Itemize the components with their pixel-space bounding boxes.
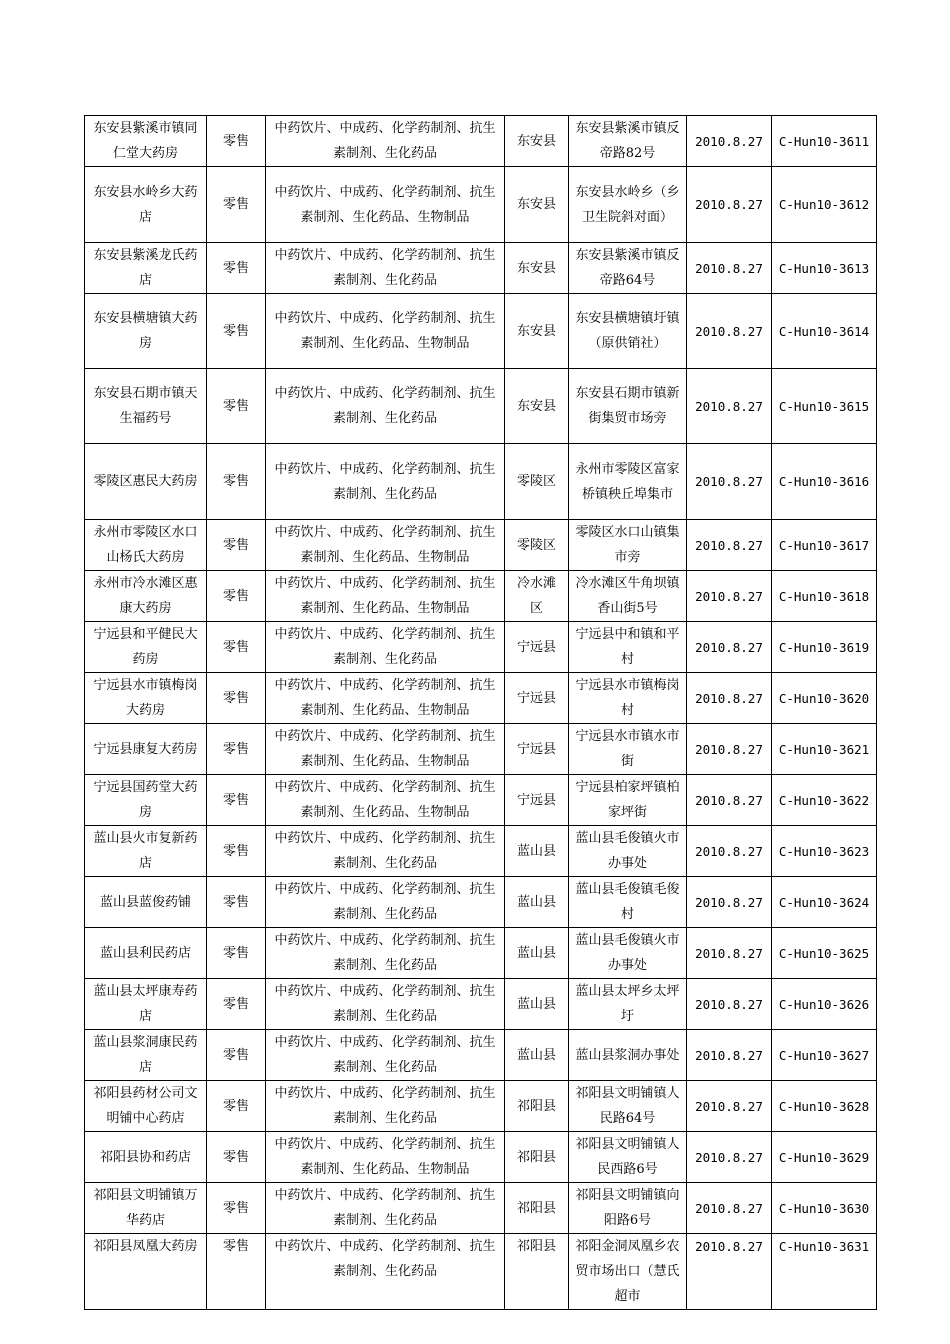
business-type: 零售 <box>207 369 266 444</box>
region: 东安县 <box>505 243 569 294</box>
business-scope: 中药饮片、中成药、化学药制剂、抗生素制剂、生化药品 <box>266 243 505 294</box>
business-scope: 中药饮片、中成药、化学药制剂、抗生素制剂、生化药品、生物制品 <box>266 1132 505 1183</box>
pharmacy-name: 蓝山县火市复新药店 <box>85 826 207 877</box>
address: 祁阳金洞凤凰乡农贸市场出口（慧氏超市 <box>569 1234 687 1310</box>
certificate-code: C-Hun10-3611 <box>772 116 877 167</box>
address: 东安县横塘镇圩镇（原供销社） <box>569 294 687 369</box>
business-type: 零售 <box>207 1132 266 1183</box>
address: 宁远县水市镇梅岗村 <box>569 673 687 724</box>
business-scope: 中药饮片、中成药、化学药制剂、抗生素制剂、生化药品、生物制品 <box>266 571 505 622</box>
address: 蓝山县毛俊镇火市办事处 <box>569 826 687 877</box>
business-type: 零售 <box>207 571 266 622</box>
certificate-code: C-Hun10-3619 <box>772 622 877 673</box>
certificate-code: C-Hun10-3622 <box>772 775 877 826</box>
issue-date: 2010.8.27 <box>687 116 772 167</box>
region: 东安县 <box>505 294 569 369</box>
table-row <box>85 979 877 1030</box>
business-type: 零售 <box>207 979 266 1030</box>
certificate-code: C-Hun10-3625 <box>772 928 877 979</box>
certificate-code: C-Hun10-3620 <box>772 673 877 724</box>
pharmacy-name: 蓝山县浆洞康民药店 <box>85 1030 207 1081</box>
business-type: 零售 <box>207 1030 266 1081</box>
certificate-code: C-Hun10-3616 <box>772 444 877 520</box>
region: 祁阳县 <box>505 1183 569 1234</box>
business-scope: 中药饮片、中成药、化学药制剂、抗生素制剂、生化药品、生物制品 <box>266 294 505 369</box>
certificate-code: C-Hun10-3631 <box>772 1234 877 1310</box>
business-scope: 中药饮片、中成药、化学药制剂、抗生素制剂、生化药品 <box>266 1234 505 1310</box>
region: 蓝山县 <box>505 826 569 877</box>
business-type: 零售 <box>207 1183 266 1234</box>
table-row <box>85 1132 877 1183</box>
pharmacy-name: 东安县紫溪市镇同仁堂大药房 <box>85 116 207 167</box>
pharmacy-name: 祁阳县凤凰大药房 <box>85 1234 207 1310</box>
issue-date: 2010.8.27 <box>687 877 772 928</box>
certificate-code: C-Hun10-3615 <box>772 369 877 444</box>
pharmacy-name: 祁阳县文明铺镇万华药店 <box>85 1183 207 1234</box>
pharmacy-name: 蓝山县利民药店 <box>85 928 207 979</box>
issue-date: 2010.8.27 <box>687 1132 772 1183</box>
address: 蓝山县浆洞办事处 <box>569 1030 687 1081</box>
address: 东安县水岭乡（乡卫生院斜对面） <box>569 167 687 243</box>
region: 祁阳县 <box>505 1234 569 1310</box>
business-type: 零售 <box>207 1234 266 1310</box>
table-row <box>85 571 877 622</box>
table-row <box>85 444 877 520</box>
business-scope: 中药饮片、中成药、化学药制剂、抗生素制剂、生化药品、生物制品 <box>266 724 505 775</box>
issue-date: 2010.8.27 <box>687 928 772 979</box>
business-scope: 中药饮片、中成药、化学药制剂、抗生素制剂、生化药品、生物制品 <box>266 520 505 571</box>
table-row <box>85 622 877 673</box>
address: 宁远县水市镇水市街 <box>569 724 687 775</box>
certificate-code: C-Hun10-3630 <box>772 1183 877 1234</box>
issue-date: 2010.8.27 <box>687 243 772 294</box>
table-row <box>85 724 877 775</box>
business-scope: 中药饮片、中成药、化学药制剂、抗生素制剂、生化药品 <box>266 1183 505 1234</box>
address: 东安县紫溪市镇反帝路82号 <box>569 116 687 167</box>
region: 祁阳县 <box>505 1081 569 1132</box>
pharmacy-name: 东安县横塘镇大药房 <box>85 294 207 369</box>
business-scope: 中药饮片、中成药、化学药制剂、抗生素制剂、生化药品、生物制品 <box>266 673 505 724</box>
certificate-code: C-Hun10-3629 <box>772 1132 877 1183</box>
table-row <box>85 520 877 571</box>
issue-date: 2010.8.27 <box>687 826 772 877</box>
pharmacy-name: 祁阳县协和药店 <box>85 1132 207 1183</box>
issue-date: 2010.8.27 <box>687 167 772 243</box>
region: 蓝山县 <box>505 1030 569 1081</box>
business-scope: 中药饮片、中成药、化学药制剂、抗生素制剂、生化药品 <box>266 116 505 167</box>
business-scope: 中药饮片、中成药、化学药制剂、抗生素制剂、生化药品 <box>266 826 505 877</box>
certificate-code: C-Hun10-3627 <box>772 1030 877 1081</box>
region: 祁阳县 <box>505 1132 569 1183</box>
pharmacy-name: 祁阳县药材公司文明铺中心药店 <box>85 1081 207 1132</box>
business-type: 零售 <box>207 673 266 724</box>
pharmacy-name: 宁远县和平健民大药房 <box>85 622 207 673</box>
table-row <box>85 928 877 979</box>
address: 蓝山县毛俊镇火市办事处 <box>569 928 687 979</box>
business-type: 零售 <box>207 116 266 167</box>
table-row <box>85 294 877 369</box>
issue-date: 2010.8.27 <box>687 1081 772 1132</box>
address: 蓝山县太坪乡太坪圩 <box>569 979 687 1030</box>
table-body <box>85 116 877 1310</box>
issue-date: 2010.8.27 <box>687 622 772 673</box>
pharmacy-name: 零陵区惠民大药房 <box>85 444 207 520</box>
business-type: 零售 <box>207 167 266 243</box>
issue-date: 2010.8.27 <box>687 673 772 724</box>
address: 东安县石期市镇新街集贸市场旁 <box>569 369 687 444</box>
address: 祁阳县文明铺镇人民路64号 <box>569 1081 687 1132</box>
business-scope: 中药饮片、中成药、化学药制剂、抗生素制剂、生化药品 <box>266 979 505 1030</box>
region: 东安县 <box>505 369 569 444</box>
table-row <box>85 826 877 877</box>
pharmacy-name: 永州市零陵区水口山杨氏大药房 <box>85 520 207 571</box>
business-scope: 中药饮片、中成药、化学药制剂、抗生素制剂、生化药品 <box>266 1081 505 1132</box>
address: 蓝山县毛俊镇毛俊村 <box>569 877 687 928</box>
business-type: 零售 <box>207 775 266 826</box>
business-type: 零售 <box>207 294 266 369</box>
region: 东安县 <box>505 167 569 243</box>
certificate-code: C-Hun10-3626 <box>772 979 877 1030</box>
business-scope: 中药饮片、中成药、化学药制剂、抗生素制剂、生化药品、生物制品 <box>266 167 505 243</box>
issue-date: 2010.8.27 <box>687 294 772 369</box>
business-type: 零售 <box>207 243 266 294</box>
business-type: 零售 <box>207 444 266 520</box>
certificate-code: C-Hun10-3621 <box>772 724 877 775</box>
business-scope: 中药饮片、中成药、化学药制剂、抗生素制剂、生化药品 <box>266 369 505 444</box>
region: 宁远县 <box>505 622 569 673</box>
address: 冷水滩区牛角坝镇香山街5号 <box>569 571 687 622</box>
address: 祁阳县文明铺镇人民西路6号 <box>569 1132 687 1183</box>
business-scope: 中药饮片、中成药、化学药制剂、抗生素制剂、生化药品 <box>266 877 505 928</box>
certificate-code: C-Hun10-3623 <box>772 826 877 877</box>
region: 宁远县 <box>505 775 569 826</box>
address: 祁阳县文明铺镇向阳路6号 <box>569 1183 687 1234</box>
pharmacy-license-table-wrapper <box>84 115 876 1310</box>
address: 宁远县柏家坪镇柏家坪街 <box>569 775 687 826</box>
table-row <box>85 369 877 444</box>
table-row <box>85 243 877 294</box>
business-scope: 中药饮片、中成药、化学药制剂、抗生素制剂、生化药品 <box>266 444 505 520</box>
pharmacy-name: 宁远县国药堂大药房 <box>85 775 207 826</box>
issue-date: 2010.8.27 <box>687 571 772 622</box>
business-type: 零售 <box>207 1081 266 1132</box>
business-type: 零售 <box>207 826 266 877</box>
pharmacy-name: 蓝山县蓝俊药铺 <box>85 877 207 928</box>
region: 东安县 <box>505 116 569 167</box>
issue-date: 2010.8.27 <box>687 775 772 826</box>
region: 蓝山县 <box>505 928 569 979</box>
pharmacy-name: 东安县紫溪龙氏药店 <box>85 243 207 294</box>
business-scope: 中药饮片、中成药、化学药制剂、抗生素制剂、生化药品、生物制品 <box>266 775 505 826</box>
pharmacy-name: 永州市冷水滩区惠康大药房 <box>85 571 207 622</box>
certificate-code: C-Hun10-3612 <box>772 167 877 243</box>
certificate-code: C-Hun10-3624 <box>772 877 877 928</box>
issue-date: 2010.8.27 <box>687 1030 772 1081</box>
certificate-code: C-Hun10-3628 <box>772 1081 877 1132</box>
issue-date: 2010.8.27 <box>687 979 772 1030</box>
issue-date: 2010.8.27 <box>687 1234 772 1310</box>
business-type: 零售 <box>207 520 266 571</box>
table-row <box>85 1234 877 1310</box>
business-scope: 中药饮片、中成药、化学药制剂、抗生素制剂、生化药品 <box>266 1030 505 1081</box>
region: 蓝山县 <box>505 877 569 928</box>
certificate-code: C-Hun10-3617 <box>772 520 877 571</box>
region: 零陵区 <box>505 520 569 571</box>
region: 宁远县 <box>505 724 569 775</box>
region: 蓝山县 <box>505 979 569 1030</box>
pharmacy-name: 东安县石期市镇天生福药号 <box>85 369 207 444</box>
table-row <box>85 775 877 826</box>
certificate-code: C-Hun10-3618 <box>772 571 877 622</box>
address: 东安县紫溪市镇反帝路64号 <box>569 243 687 294</box>
table-row <box>85 1081 877 1132</box>
table-row <box>85 1030 877 1081</box>
address: 永州市零陵区富家桥镇秧丘埠集市 <box>569 444 687 520</box>
business-type: 零售 <box>207 724 266 775</box>
certificate-code: C-Hun10-3614 <box>772 294 877 369</box>
certificate-code: C-Hun10-3613 <box>772 243 877 294</box>
business-scope: 中药饮片、中成药、化学药制剂、抗生素制剂、生化药品 <box>266 928 505 979</box>
pharmacy-name: 宁远县水市镇梅岗大药房 <box>85 673 207 724</box>
table-row <box>85 1183 877 1234</box>
issue-date: 2010.8.27 <box>687 444 772 520</box>
issue-date: 2010.8.27 <box>687 1183 772 1234</box>
table-row <box>85 167 877 243</box>
issue-date: 2010.8.27 <box>687 724 772 775</box>
table-row <box>85 116 877 167</box>
address: 零陵区水口山镇集市旁 <box>569 520 687 571</box>
table-row <box>85 877 877 928</box>
pharmacy-name: 宁远县康复大药房 <box>85 724 207 775</box>
pharmacy-name: 蓝山县太坪康寿药店 <box>85 979 207 1030</box>
business-type: 零售 <box>207 877 266 928</box>
region: 宁远县 <box>505 673 569 724</box>
business-type: 零售 <box>207 928 266 979</box>
table-row <box>85 673 877 724</box>
address: 宁远县中和镇和平村 <box>569 622 687 673</box>
business-type: 零售 <box>207 622 266 673</box>
region: 冷水滩区 <box>505 571 569 622</box>
issue-date: 2010.8.27 <box>687 369 772 444</box>
issue-date: 2010.8.27 <box>687 520 772 571</box>
region: 零陵区 <box>505 444 569 520</box>
pharmacy-name: 东安县水岭乡大药店 <box>85 167 207 243</box>
business-scope: 中药饮片、中成药、化学药制剂、抗生素制剂、生化药品 <box>266 622 505 673</box>
pharmacy-license-table <box>84 115 877 1310</box>
